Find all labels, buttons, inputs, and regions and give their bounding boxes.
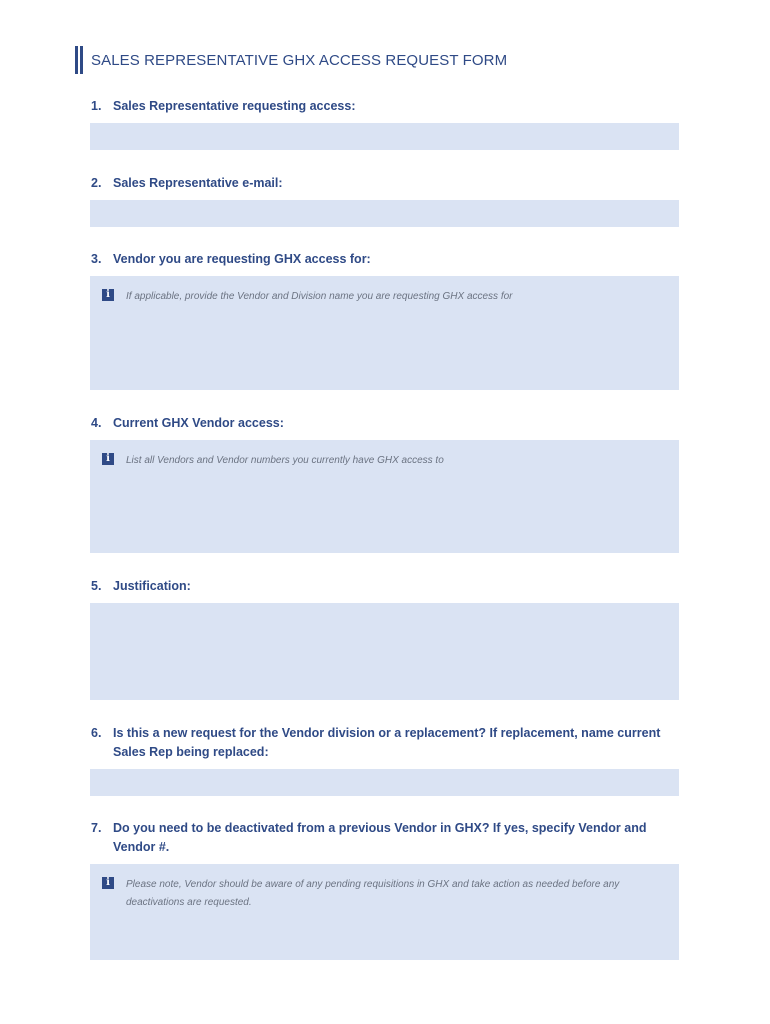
question-label: Justification: [113,579,191,593]
info-icon: i [102,453,114,465]
hint-text: List all Vendors and Vendor numbers you currently have GHX access to [126,455,444,466]
question-label: Sales Representative requesting access: [113,99,356,113]
current-vendor-access-field[interactable] [90,440,679,553]
question-number: 6. [91,726,102,740]
question-2 [91,174,691,193]
question-label: Sales Representative e-mail: [113,176,283,190]
hint-text: Please note, Vendor should be aware of any pending requisitions in GHX and take action as needed before any deactivations are requested. [126,879,620,908]
question-4 [91,414,691,433]
sales-rep-name-field[interactable] [90,123,679,150]
deactivation-field[interactable] [90,864,679,960]
sales-rep-email-field[interactable] [90,200,679,227]
question-label: Is this a new request for the Vendor division or a replacement? If replacement, name current Sales Rep being replaced: [113,726,661,759]
replacement-field[interactable] [90,769,679,796]
info-icon: i [102,877,114,889]
question-label: Vendor you are requesting GHX access for: [113,252,371,266]
question-6 [91,724,691,762]
question-number: 5. [91,579,102,593]
question-label: Current GHX Vendor access: [113,416,284,430]
question-1 [91,97,691,116]
question-number: 7. [91,821,102,835]
field-hint [102,452,649,470]
question-7 [91,819,691,857]
question-number: 1. [91,99,102,113]
title-accent-bar [75,46,83,74]
info-icon: i [102,289,114,301]
question-5 [91,577,691,596]
justification-field[interactable] [90,603,679,700]
question-label: Do you need to be deactivated from a previous Vendor in GHX? If yes, specify Vendor and Vendor #. [113,821,647,854]
question-3 [91,250,691,269]
question-number: 4. [91,416,102,430]
vendor-requested-field[interactable] [90,276,679,390]
field-hint [102,288,649,306]
field-hint [102,876,649,912]
question-number: 3. [91,252,102,266]
page-title: SALES REPRESENTATIVE GHX ACCESS REQUEST FORM [91,52,508,69]
hint-text: If applicable, provide the Vendor and Division name you are requesting GHX access for [126,291,513,302]
question-number: 2. [91,176,102,190]
